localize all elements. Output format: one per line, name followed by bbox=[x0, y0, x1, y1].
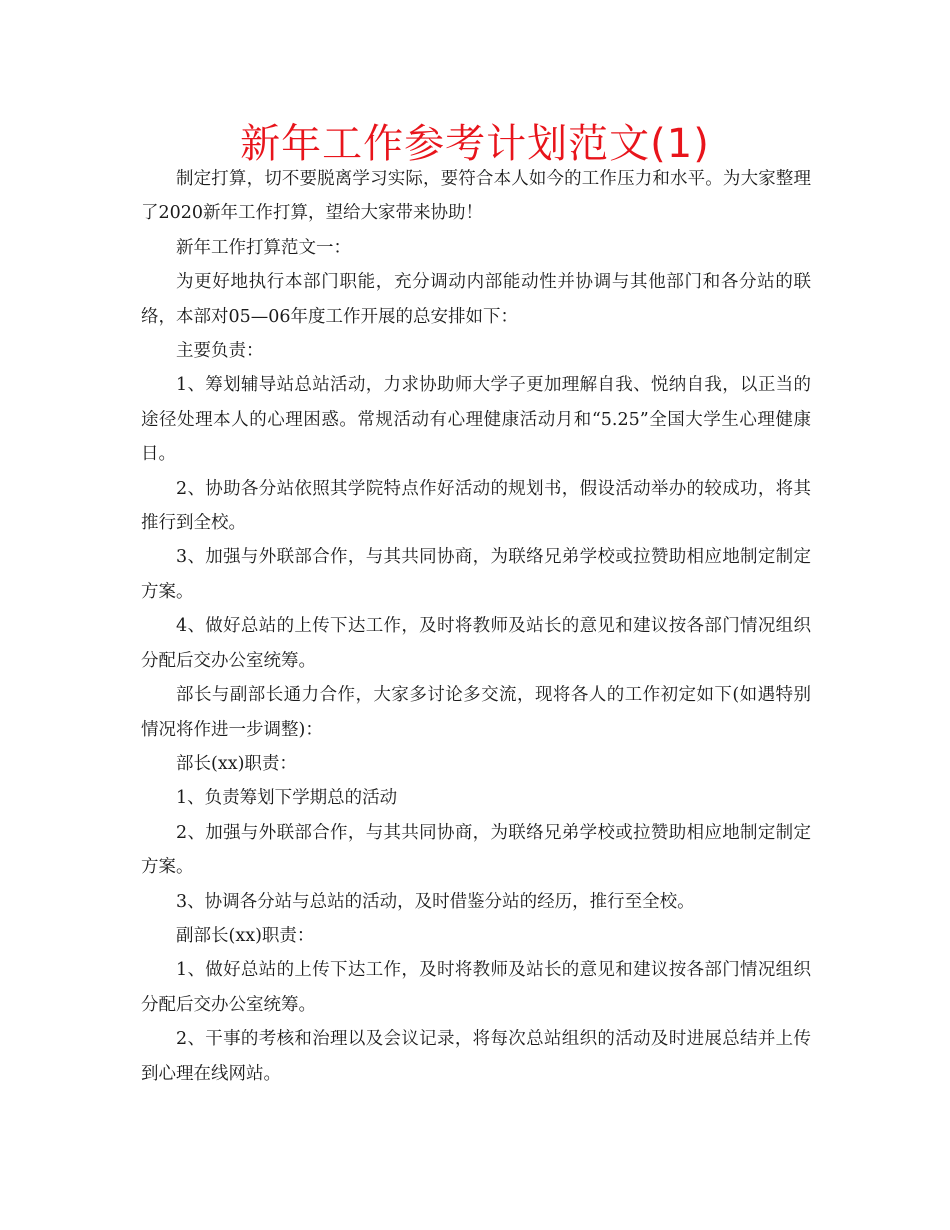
paragraph: 部长与副部长通力合作，大家多讨论多交流，现将各人的工作初定如下(如遇特别情况将作进一步调整)： bbox=[141, 685, 811, 740]
paragraph: 3、加强与外联部合作，与其共同协商，为联络兄弟学校或拉赞助相应地制定制定方案。 bbox=[141, 547, 811, 602]
paragraph: 为更好地执行本部门职能，充分调动内部能动性并协调与其他部门和各分站的联络，本部对05—06年度工作开展的总安排如下： bbox=[141, 272, 811, 327]
paragraph: 2、协助各分站依照其学院特点作好活动的规划书，假设活动举办的较成功，将其推行到全校。 bbox=[141, 478, 811, 534]
paragraph: 副部长(xx)职责： bbox=[176, 925, 315, 946]
paragraph: 1、筹划辅导站总站活动，力求协助师大学子更加理解自我、悦纳自我，以正当的途径处理本人的心理困惑。常规活动有心理健康活动月和“5.25”全国大学生心理健康日。 bbox=[141, 375, 811, 465]
paragraph: 主要负责： bbox=[176, 341, 264, 362]
paragraph: 制定打算，切不要脱离学习实际，要符合本人如今的工作压力和水平。为大家整理了2020新年工作打算，望给大家带来协助！ bbox=[141, 169, 811, 224]
paragraph: 1、负责筹划下学期总的活动 bbox=[176, 788, 398, 809]
paragraph: 部长(xx)职责： bbox=[176, 753, 297, 774]
paragraph: 新年工作打算范文一： bbox=[176, 237, 351, 258]
document-body bbox=[141, 162, 811, 1091]
paragraph: 1、做好总站的上传下达工作，及时将教师及站长的意见和建议按各部门情况组织分配后交办公室统筹。 bbox=[141, 960, 811, 1015]
paragraph: 3、协调各分站与总站的活动，及时借鉴分站的经历，推行至全校。 bbox=[176, 891, 695, 912]
document-title: 新年工作参考计划范文(1) bbox=[240, 121, 710, 167]
paragraph: 2、加强与外联部合作，与其共同协商，为联络兄弟学校或拉赞助相应地制定制定方案。 bbox=[141, 822, 811, 878]
paragraph: 4、做好总站的上传下达工作，及时将教师及站长的意见和建议按各部门情况组织分配后交办公室统筹。 bbox=[141, 616, 811, 671]
paragraph: 2、干事的考核和治理以及会议记录，将每次总站组织的活动及时进展总结并上传到心理在线网站。 bbox=[141, 1029, 811, 1084]
